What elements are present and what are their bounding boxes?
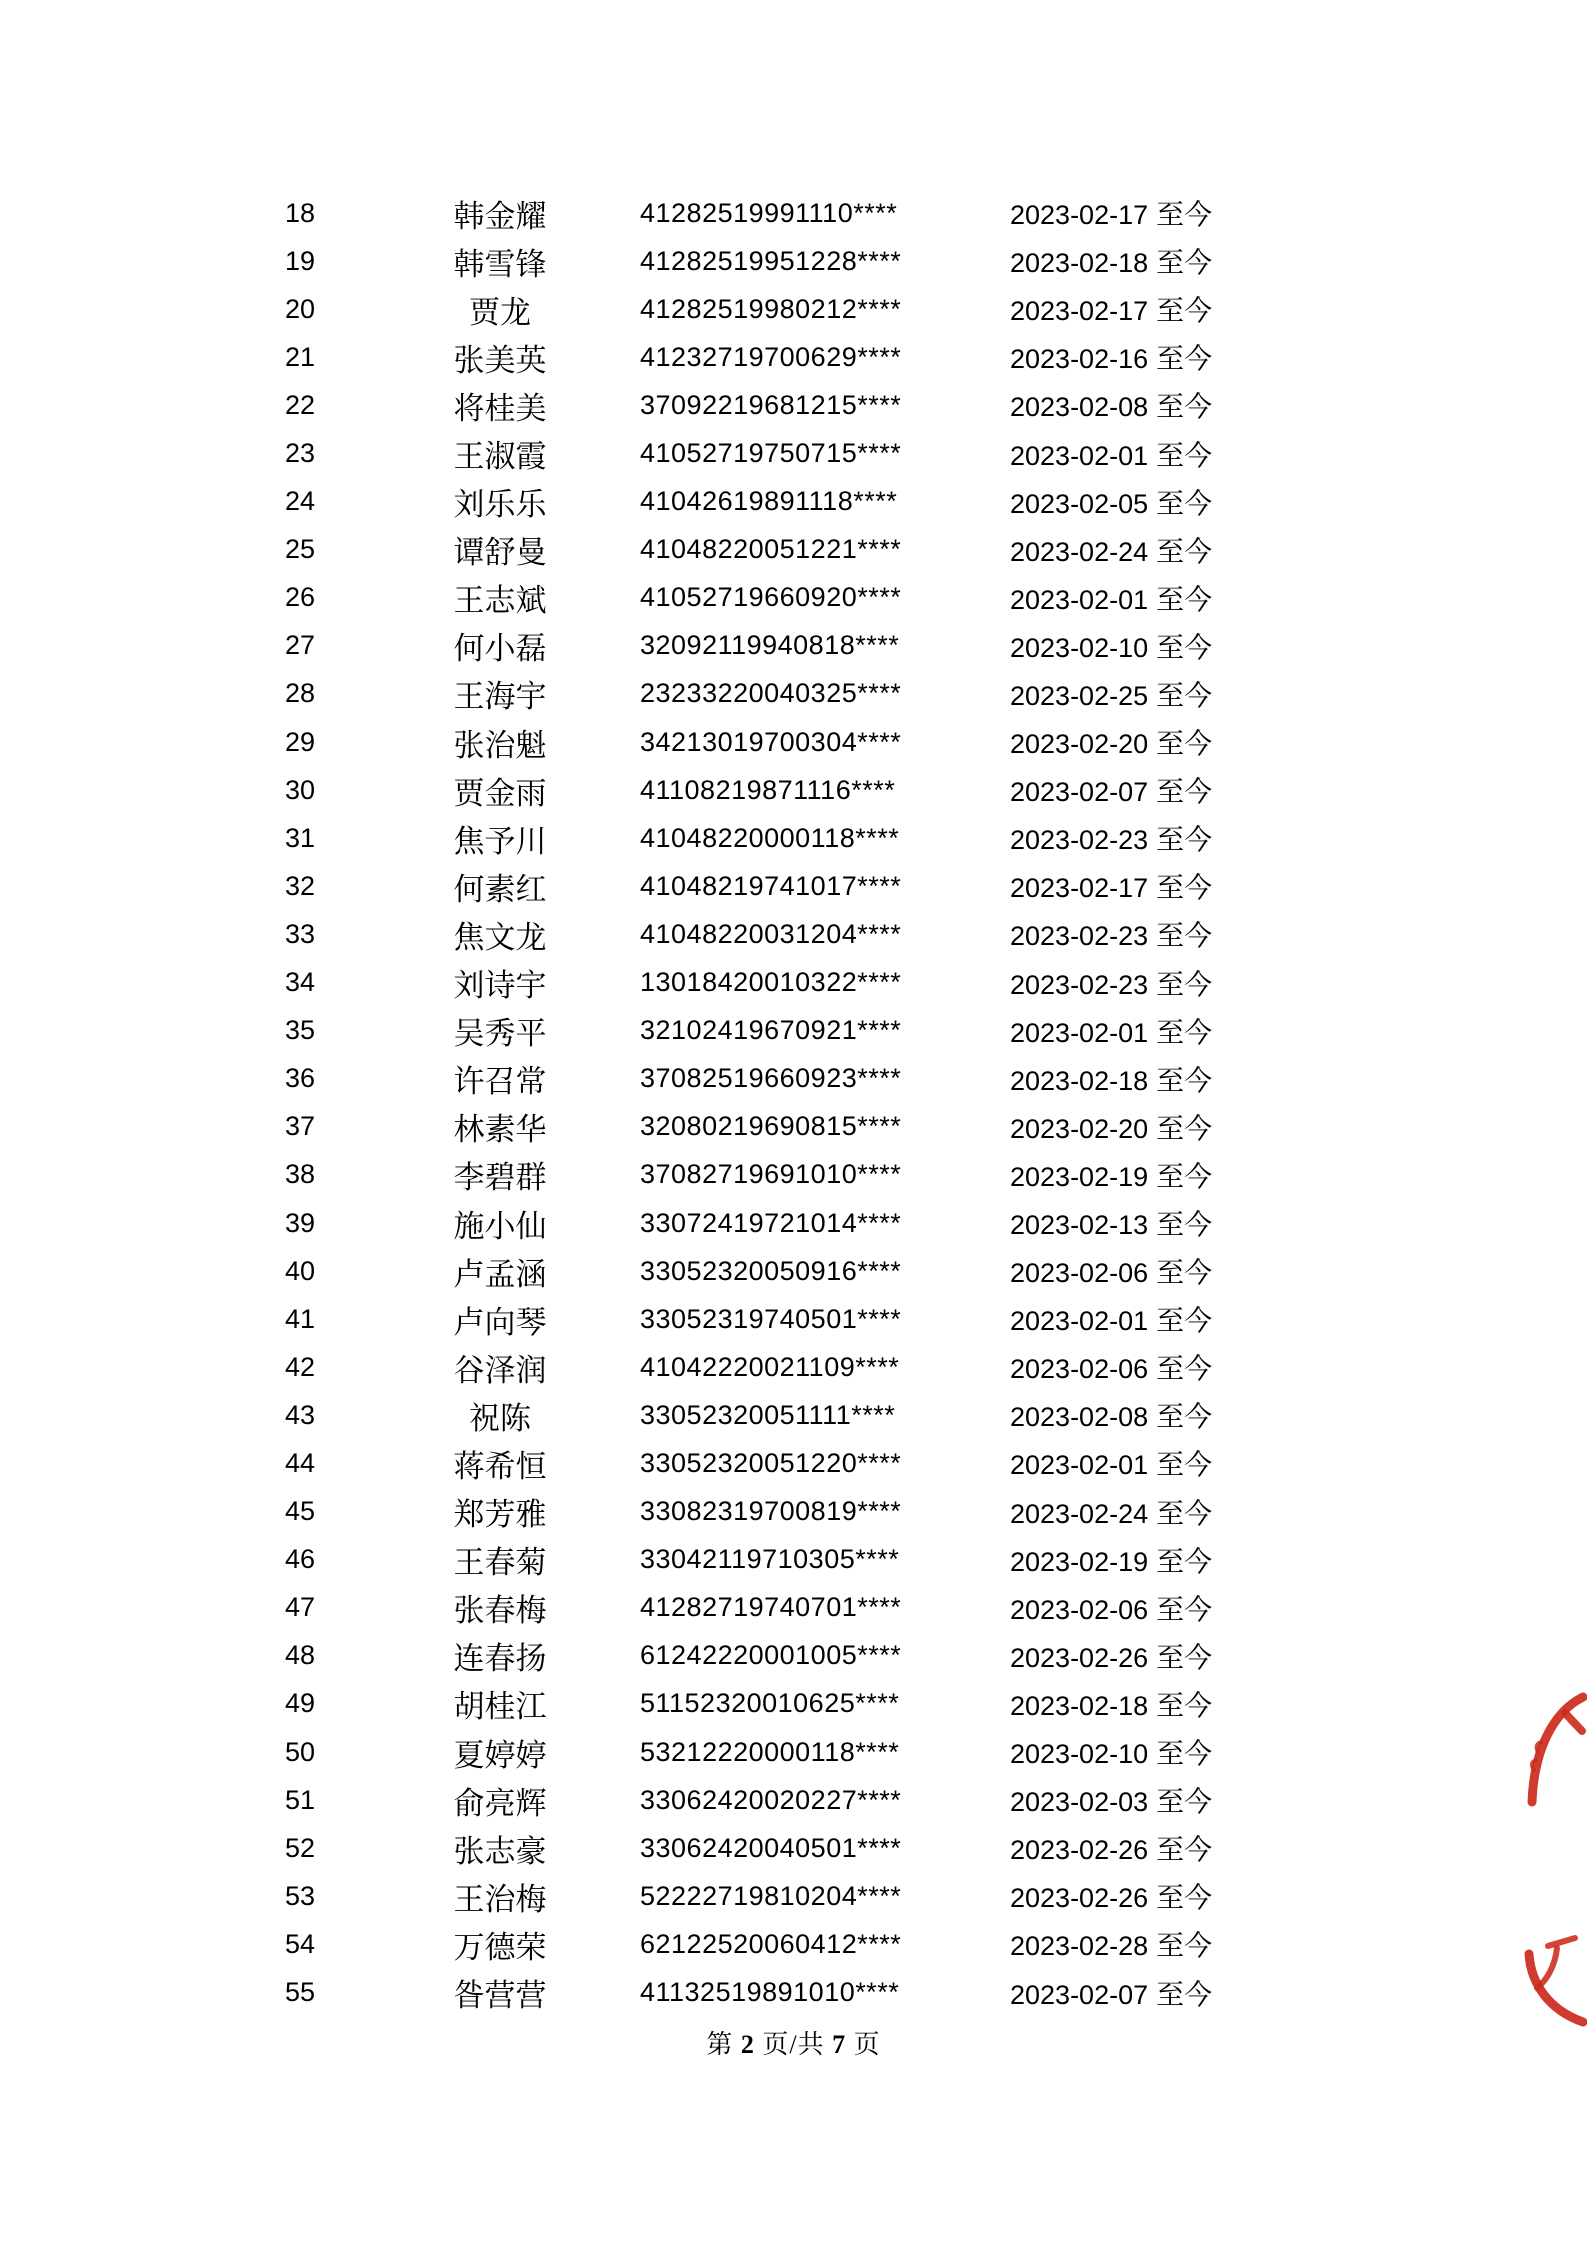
row-number: 49 bbox=[284, 1688, 316, 1719]
table-row bbox=[240, 1391, 1310, 1439]
date-suffix: 至今 bbox=[1156, 1883, 1213, 1915]
table-row bbox=[240, 285, 1310, 333]
start-date: 2023-02-17 bbox=[1010, 873, 1149, 904]
table-row bbox=[240, 1920, 1310, 1968]
person-name: 张美英 bbox=[453, 342, 547, 378]
id-number: 13018420010322**** bbox=[640, 967, 902, 998]
table-row bbox=[240, 1728, 1310, 1776]
date-suffix: 至今 bbox=[1156, 1161, 1213, 1193]
date-suffix: 至今 bbox=[1156, 729, 1213, 761]
id-number: 41108219871116**** bbox=[640, 774, 896, 805]
valid-period bbox=[1010, 1007, 1310, 1055]
date-suffix: 至今 bbox=[1156, 1354, 1213, 1386]
start-date: 2023-02-23 bbox=[1010, 969, 1149, 1000]
id-number: 23233220040325**** bbox=[640, 678, 902, 709]
valid-period bbox=[1010, 1872, 1310, 1920]
valid-period bbox=[1010, 1295, 1310, 1343]
table-row bbox=[240, 1632, 1310, 1680]
roster-table bbox=[240, 189, 1310, 2017]
start-date: 2023-02-10 bbox=[1010, 632, 1149, 663]
table-row bbox=[240, 718, 1310, 766]
start-date: 2023-02-01 bbox=[1010, 584, 1149, 615]
row-number: 52 bbox=[284, 1832, 316, 1863]
table-row bbox=[240, 526, 1310, 574]
table-row bbox=[240, 1103, 1310, 1151]
start-date: 2023-02-08 bbox=[1010, 392, 1149, 423]
person-name: 夏婷婷 bbox=[453, 1737, 547, 1773]
person-name: 卢向琴 bbox=[453, 1304, 547, 1340]
start-date: 2023-02-01 bbox=[1010, 1306, 1149, 1337]
table-row bbox=[240, 622, 1310, 670]
table-row bbox=[240, 910, 1310, 958]
date-suffix: 至今 bbox=[1156, 1306, 1213, 1338]
person-name: 俞亮辉 bbox=[453, 1785, 547, 1821]
id-number: 33062420040501**** bbox=[640, 1832, 902, 1863]
id-number: 33052319740501**** bbox=[640, 1303, 902, 1334]
person-name: 贾金雨 bbox=[453, 775, 547, 811]
id-number: 32080219690815**** bbox=[640, 1111, 902, 1142]
table-row bbox=[240, 1295, 1310, 1343]
table-row bbox=[240, 1680, 1310, 1728]
valid-period bbox=[1010, 1151, 1310, 1199]
row-number: 26 bbox=[284, 582, 316, 613]
row-number: 32 bbox=[284, 870, 316, 901]
date-suffix: 至今 bbox=[1156, 873, 1213, 905]
person-name: 贾龙 bbox=[469, 294, 531, 330]
row-number: 54 bbox=[284, 1928, 316, 1959]
valid-period bbox=[1010, 1920, 1310, 1968]
footer-suffix: 页 bbox=[853, 2030, 881, 2059]
person-name: 吴秀平 bbox=[453, 1016, 547, 1052]
date-suffix: 至今 bbox=[1156, 1739, 1213, 1771]
person-name: 万德荣 bbox=[453, 1929, 547, 1965]
row-number: 33 bbox=[284, 918, 316, 949]
id-number: 53212220000118**** bbox=[640, 1736, 900, 1767]
start-date: 2023-02-26 bbox=[1010, 1642, 1149, 1673]
table-row bbox=[240, 766, 1310, 814]
date-suffix: 至今 bbox=[1156, 584, 1213, 616]
table-row bbox=[240, 1007, 1310, 1055]
valid-period bbox=[1010, 766, 1310, 814]
valid-period bbox=[1010, 910, 1310, 958]
row-number: 25 bbox=[284, 534, 316, 565]
footer-prefix: 第 bbox=[706, 2030, 734, 2059]
date-suffix: 至今 bbox=[1156, 1979, 1213, 2011]
date-suffix: 至今 bbox=[1156, 1835, 1213, 1867]
person-name: 刘乐乐 bbox=[453, 487, 547, 523]
table-row bbox=[240, 1584, 1310, 1632]
valid-period bbox=[1010, 1343, 1310, 1391]
row-number: 34 bbox=[284, 967, 316, 998]
person-name: 将桂美 bbox=[453, 390, 547, 426]
id-number: 37082519660923**** bbox=[640, 1063, 902, 1094]
start-date: 2023-02-06 bbox=[1010, 1354, 1149, 1385]
date-suffix: 至今 bbox=[1156, 248, 1213, 280]
start-date: 2023-02-18 bbox=[1010, 1065, 1149, 1096]
row-number: 37 bbox=[284, 1111, 316, 1142]
footer-page-number: 2 bbox=[740, 2030, 755, 2059]
start-date: 2023-02-28 bbox=[1010, 1931, 1149, 1962]
date-suffix: 至今 bbox=[1156, 1690, 1213, 1722]
date-suffix: 至今 bbox=[1156, 1402, 1213, 1434]
start-date: 2023-02-01 bbox=[1010, 1450, 1149, 1481]
date-suffix: 至今 bbox=[1156, 680, 1213, 712]
person-name: 焦予川 bbox=[453, 823, 547, 859]
date-suffix: 至今 bbox=[1156, 1594, 1213, 1626]
row-number: 45 bbox=[284, 1496, 316, 1527]
valid-period bbox=[1010, 237, 1310, 285]
person-name: 张治魁 bbox=[453, 727, 547, 763]
id-number: 33042119710305**** bbox=[640, 1544, 900, 1575]
date-suffix: 至今 bbox=[1156, 1450, 1213, 1482]
valid-period bbox=[1010, 718, 1310, 766]
id-number: 41282519991110**** bbox=[640, 197, 898, 228]
table-row bbox=[240, 1824, 1310, 1872]
valid-period bbox=[1010, 670, 1310, 718]
person-name: 郑芳雅 bbox=[453, 1497, 547, 1533]
valid-period bbox=[1010, 1632, 1310, 1680]
person-name: 韩金耀 bbox=[453, 198, 547, 234]
id-number: 52222719810204**** bbox=[640, 1880, 902, 1911]
row-number: 35 bbox=[284, 1015, 316, 1046]
person-name: 林素华 bbox=[453, 1112, 547, 1148]
valid-period bbox=[1010, 574, 1310, 622]
date-suffix: 至今 bbox=[1156, 1498, 1213, 1530]
start-date: 2023-02-20 bbox=[1010, 729, 1149, 760]
row-number: 51 bbox=[284, 1784, 316, 1815]
row-number: 22 bbox=[284, 389, 316, 420]
date-suffix: 至今 bbox=[1156, 1113, 1213, 1145]
date-suffix: 至今 bbox=[1156, 921, 1213, 953]
person-name: 昝营营 bbox=[453, 1978, 547, 2014]
row-number: 39 bbox=[284, 1207, 316, 1238]
person-name: 何小磊 bbox=[453, 631, 547, 667]
person-name: 连春扬 bbox=[453, 1641, 547, 1677]
valid-period bbox=[1010, 1728, 1310, 1776]
start-date: 2023-02-05 bbox=[1010, 488, 1149, 519]
id-number: 41232719700629**** bbox=[640, 341, 902, 372]
valid-period bbox=[1010, 1199, 1310, 1247]
date-suffix: 至今 bbox=[1156, 825, 1213, 857]
valid-period bbox=[1010, 1776, 1310, 1824]
row-number: 38 bbox=[284, 1159, 316, 1190]
person-name: 谷泽润 bbox=[453, 1352, 547, 1388]
id-number: 41132519891010**** bbox=[640, 1977, 900, 2008]
start-date: 2023-02-25 bbox=[1010, 680, 1149, 711]
person-name: 刘诗宇 bbox=[453, 968, 547, 1004]
valid-period bbox=[1010, 333, 1310, 381]
row-number: 43 bbox=[284, 1399, 316, 1430]
id-number: 62122520060412**** bbox=[640, 1928, 902, 1959]
table-row bbox=[240, 1776, 1310, 1824]
row-number: 41 bbox=[284, 1303, 316, 1334]
valid-period bbox=[1010, 1824, 1310, 1872]
row-number: 20 bbox=[284, 293, 316, 324]
footer-middle: 页/共 bbox=[762, 2030, 825, 2059]
row-number: 47 bbox=[284, 1592, 316, 1623]
row-number: 23 bbox=[284, 438, 316, 469]
person-name: 王治梅 bbox=[453, 1881, 547, 1917]
id-number: 32102419670921**** bbox=[640, 1015, 902, 1046]
id-number: 34213019700304**** bbox=[640, 726, 902, 757]
valid-period bbox=[1010, 1968, 1310, 2016]
person-name: 王海宇 bbox=[453, 679, 547, 715]
person-name: 王淑霞 bbox=[453, 439, 547, 475]
person-name: 祝陈 bbox=[469, 1400, 531, 1436]
start-date: 2023-02-23 bbox=[1010, 921, 1149, 952]
start-date: 2023-02-24 bbox=[1010, 1498, 1149, 1529]
table-row bbox=[240, 1968, 1310, 2016]
date-suffix: 至今 bbox=[1156, 1546, 1213, 1578]
id-number: 41282519980212**** bbox=[640, 293, 902, 324]
start-date: 2023-02-19 bbox=[1010, 1161, 1149, 1192]
table-row bbox=[240, 1247, 1310, 1295]
id-number: 37082719691010**** bbox=[640, 1159, 902, 1190]
start-date: 2023-02-03 bbox=[1010, 1787, 1149, 1818]
start-date: 2023-02-10 bbox=[1010, 1739, 1149, 1770]
row-number: 24 bbox=[284, 486, 316, 517]
table-row bbox=[240, 237, 1310, 285]
id-number: 41042220021109**** bbox=[640, 1351, 900, 1382]
valid-period bbox=[1010, 1680, 1310, 1728]
id-number: 41048220031204**** bbox=[640, 918, 902, 949]
start-date: 2023-02-01 bbox=[1010, 440, 1149, 471]
date-suffix: 至今 bbox=[1156, 1642, 1213, 1674]
valid-period bbox=[1010, 1391, 1310, 1439]
table-row bbox=[240, 478, 1310, 526]
start-date: 2023-02-06 bbox=[1010, 1258, 1149, 1289]
valid-period bbox=[1010, 429, 1310, 477]
date-suffix: 至今 bbox=[1156, 1017, 1213, 1049]
id-number: 32092119940818**** bbox=[640, 630, 900, 661]
table-row bbox=[240, 333, 1310, 381]
start-date: 2023-02-18 bbox=[1010, 1690, 1149, 1721]
id-number: 41052719750715**** bbox=[640, 438, 902, 469]
person-name: 焦文龙 bbox=[453, 919, 547, 955]
person-name: 谭舒曼 bbox=[453, 535, 547, 571]
start-date: 2023-02-17 bbox=[1010, 200, 1149, 231]
table-row bbox=[240, 1536, 1310, 1584]
valid-period bbox=[1010, 189, 1310, 237]
start-date: 2023-02-16 bbox=[1010, 344, 1149, 375]
row-number: 40 bbox=[284, 1255, 316, 1286]
row-number: 55 bbox=[284, 1977, 316, 2008]
table-row bbox=[240, 1488, 1310, 1536]
date-suffix: 至今 bbox=[1156, 969, 1213, 1001]
start-date: 2023-02-23 bbox=[1010, 825, 1149, 856]
start-date: 2023-02-20 bbox=[1010, 1113, 1149, 1144]
row-number: 42 bbox=[284, 1351, 316, 1382]
date-suffix: 至今 bbox=[1156, 296, 1213, 328]
id-number: 33052320051111**** bbox=[640, 1399, 896, 1430]
start-date: 2023-02-18 bbox=[1010, 248, 1149, 279]
date-suffix: 至今 bbox=[1156, 1931, 1213, 1963]
id-number: 33052320051220**** bbox=[640, 1447, 902, 1478]
valid-period bbox=[1010, 526, 1310, 574]
row-number: 28 bbox=[284, 678, 316, 709]
person-name: 李碧群 bbox=[453, 1160, 547, 1196]
valid-period bbox=[1010, 862, 1310, 910]
date-suffix: 至今 bbox=[1156, 1065, 1213, 1097]
valid-period bbox=[1010, 959, 1310, 1007]
id-number: 41042619891118**** bbox=[640, 486, 898, 517]
table-row bbox=[240, 670, 1310, 718]
person-name: 张志豪 bbox=[453, 1833, 547, 1869]
id-number: 51152320010625**** bbox=[640, 1688, 900, 1719]
table-row bbox=[240, 1343, 1310, 1391]
valid-period bbox=[1010, 1103, 1310, 1151]
id-number: 37092219681215**** bbox=[640, 389, 902, 420]
valid-period bbox=[1010, 478, 1310, 526]
start-date: 2023-02-19 bbox=[1010, 1546, 1149, 1577]
valid-period bbox=[1010, 814, 1310, 862]
id-number: 33052320050916**** bbox=[640, 1255, 902, 1286]
footer-total-pages: 7 bbox=[832, 2030, 847, 2059]
id-number: 41048220000118**** bbox=[640, 822, 900, 853]
row-number: 18 bbox=[284, 197, 316, 228]
date-suffix: 至今 bbox=[1156, 536, 1213, 568]
table-row bbox=[240, 959, 1310, 1007]
start-date: 2023-02-26 bbox=[1010, 1883, 1149, 1914]
start-date: 2023-02-24 bbox=[1010, 536, 1149, 567]
table-row bbox=[240, 189, 1310, 237]
valid-period bbox=[1010, 1439, 1310, 1487]
table-row bbox=[240, 814, 1310, 862]
table-row bbox=[240, 381, 1310, 429]
person-name: 卢孟涵 bbox=[453, 1256, 547, 1292]
person-name: 胡桂江 bbox=[453, 1689, 547, 1725]
person-name: 许召常 bbox=[453, 1064, 547, 1100]
valid-period bbox=[1010, 1488, 1310, 1536]
date-suffix: 至今 bbox=[1156, 777, 1213, 809]
id-number: 41048220051221**** bbox=[640, 534, 902, 565]
valid-period bbox=[1010, 1055, 1310, 1103]
date-suffix: 至今 bbox=[1156, 440, 1213, 472]
person-name: 施小仙 bbox=[453, 1208, 547, 1244]
row-number: 36 bbox=[284, 1063, 316, 1094]
valid-period bbox=[1010, 1247, 1310, 1295]
row-number: 31 bbox=[284, 822, 316, 853]
row-number: 27 bbox=[284, 630, 316, 661]
id-number: 33082319700819**** bbox=[640, 1496, 902, 1527]
valid-period bbox=[1010, 1536, 1310, 1584]
date-suffix: 至今 bbox=[1156, 1258, 1213, 1290]
row-number: 30 bbox=[284, 774, 316, 805]
person-name: 张春梅 bbox=[453, 1593, 547, 1629]
row-number: 29 bbox=[284, 726, 316, 757]
start-date: 2023-02-07 bbox=[1010, 1979, 1149, 2010]
id-number: 33062420020227**** bbox=[640, 1784, 902, 1815]
valid-period bbox=[1010, 622, 1310, 670]
date-suffix: 至今 bbox=[1156, 392, 1213, 424]
id-number: 41282719740701**** bbox=[640, 1592, 902, 1623]
start-date: 2023-02-17 bbox=[1010, 296, 1149, 327]
table-row bbox=[240, 1872, 1310, 1920]
person-name: 王志斌 bbox=[453, 583, 547, 619]
date-suffix: 至今 bbox=[1156, 1787, 1213, 1819]
row-number: 19 bbox=[284, 245, 316, 276]
table-row bbox=[240, 429, 1310, 477]
red-stamp-fragment-top bbox=[1521, 1692, 1587, 1808]
valid-period bbox=[1010, 381, 1310, 429]
date-suffix: 至今 bbox=[1156, 344, 1213, 376]
red-stamp-fragment-bottom bbox=[1521, 1918, 1587, 2030]
table-row bbox=[240, 1199, 1310, 1247]
date-suffix: 至今 bbox=[1156, 1210, 1213, 1242]
table-row bbox=[240, 1151, 1310, 1199]
valid-period bbox=[1010, 1584, 1310, 1632]
row-number: 53 bbox=[284, 1880, 316, 1911]
table-row bbox=[240, 862, 1310, 910]
valid-period bbox=[1010, 285, 1310, 333]
id-number: 41052719660920**** bbox=[640, 582, 902, 613]
row-number: 44 bbox=[284, 1447, 316, 1478]
id-number: 41282519951228**** bbox=[640, 245, 902, 276]
id-number: 33072419721014**** bbox=[640, 1207, 902, 1238]
date-suffix: 至今 bbox=[1156, 200, 1213, 232]
start-date: 2023-02-08 bbox=[1010, 1402, 1149, 1433]
start-date: 2023-02-06 bbox=[1010, 1594, 1149, 1625]
person-name: 蒋希恒 bbox=[453, 1448, 547, 1484]
table-row bbox=[240, 1439, 1310, 1487]
date-suffix: 至今 bbox=[1156, 488, 1213, 520]
table-row bbox=[240, 1055, 1310, 1103]
person-name: 王春菊 bbox=[453, 1545, 547, 1581]
start-date: 2023-02-26 bbox=[1010, 1835, 1149, 1866]
row-number: 50 bbox=[284, 1736, 316, 1767]
row-number: 48 bbox=[284, 1640, 316, 1671]
start-date: 2023-02-07 bbox=[1010, 777, 1149, 808]
row-number: 21 bbox=[284, 341, 316, 372]
id-number: 41048219741017**** bbox=[640, 870, 902, 901]
start-date: 2023-02-01 bbox=[1010, 1017, 1149, 1048]
id-number: 61242220001005**** bbox=[640, 1640, 902, 1671]
start-date: 2023-02-13 bbox=[1010, 1210, 1149, 1241]
person-name: 韩雪锋 bbox=[453, 246, 547, 282]
person-name: 何素红 bbox=[453, 871, 547, 907]
page-footer bbox=[0, 2024, 1587, 2061]
row-number: 46 bbox=[284, 1544, 316, 1575]
table-row bbox=[240, 574, 1310, 622]
date-suffix: 至今 bbox=[1156, 632, 1213, 664]
